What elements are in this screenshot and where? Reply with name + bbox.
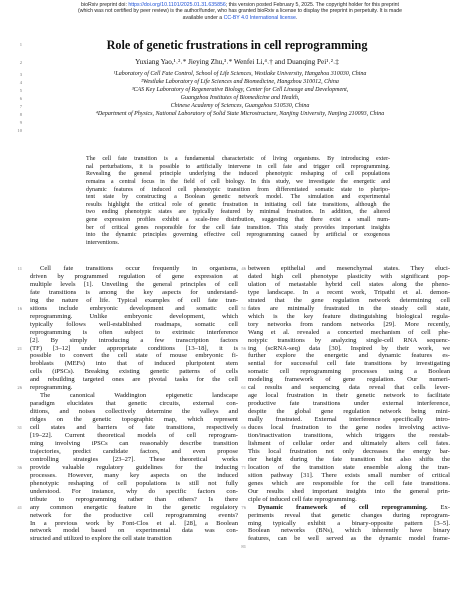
- body-line: phenotypic reshaping of cell populations is still not fully: [30, 479, 238, 487]
- line-number: 56: [241, 345, 246, 351]
- body-line: ing the nature of life. Typical examples of cell fate tran-: [30, 296, 238, 304]
- abstract: [86, 156, 390, 248]
- body-line: ciple of induced cell fate reprogramming.: [248, 495, 357, 503]
- body-line: ridges on the genetic topographic map, which represent: [30, 416, 238, 424]
- line-number: 26: [17, 385, 22, 391]
- biorxiv-banner: [30, 2, 450, 21]
- line-number: 4: [19, 80, 22, 85]
- line-number: 6: [19, 96, 22, 101]
- body-line: tribute to reprogramming rather than others? Is there: [30, 495, 238, 503]
- body-line: notypic transitions by analyzing single-cell RNA sequenc-: [248, 336, 450, 344]
- body-line: structed and utilized to explore the cell state transition: [30, 535, 172, 543]
- body-line: duces local frustration to the gene nodes involving activa-: [248, 424, 450, 432]
- body-line: network model based on experimental data was con-: [30, 527, 238, 535]
- body-line: fate transitions is among the key aspects for understand-: [30, 288, 238, 296]
- body-line: provide valuable regulatory guidelines for the inducing: [30, 463, 238, 471]
- banner-text: available under a: [182, 14, 223, 21]
- body-line: somatic cell reprogramming processes using a Boolean: [248, 368, 450, 376]
- abstract-line: dynamic features of induced cell phenotypic transition from differentiated somatic state to pluripo-: [86, 186, 390, 193]
- abstract-line: Revealing the general principle underlying the induced phenotypic reshaping of cell populations: [86, 171, 390, 178]
- body-line: ming involving iPSCs can reasonably describe transition: [30, 439, 238, 447]
- line-number: 3: [19, 72, 22, 77]
- body-line: sition pathway [31]. There exists small number of critical: [248, 471, 450, 479]
- body-line: dated high cell phenotype plasticity with significant pop-: [248, 272, 450, 280]
- body-line: trajectories, predict candidate factors, and even propose: [30, 447, 238, 455]
- line-number: 76: [241, 504, 246, 510]
- body-line: reprogramming. Unlike embryonic development, which: [30, 312, 238, 320]
- line-number: 46: [241, 266, 246, 271]
- line-number: 9: [19, 120, 22, 125]
- banner-text: .: [295, 14, 298, 21]
- body-line: reprogramming.: [30, 384, 73, 392]
- abstract-line: two ending phenotypic states are typically featured by minimal frustration. In addition, the altered: [86, 209, 390, 216]
- body-line: modeling framework of gene regulation. Our numeri-: [248, 376, 450, 384]
- body-line: sential for successful cell fate transitions by investigating: [248, 360, 450, 368]
- body-line: features, can be well served as the dynamic model frame-: [248, 535, 450, 543]
- affiliation-line: ⁴Department of Physics, National Laboratory of Solid State Microstructure, Nanjing University, Nanjing 210093, China: [95, 111, 385, 117]
- line-number: 5: [19, 88, 22, 93]
- affiliation-line: ³CAS Key Laboratory of Regenerative Biology, Center for Cell Lineage and Development,: [131, 87, 349, 93]
- line-number: 10: [17, 128, 22, 133]
- abstract-line: results highlight the critical role of genetic frustration in initiating cell fate transitions, although the: [86, 201, 390, 208]
- line-number: 8: [19, 112, 22, 117]
- body-line: [2]. By simply introducing a few transcription factors: [30, 336, 238, 344]
- body-line: periments reveal that genetic changes during reprogram-: [248, 511, 450, 519]
- doi-link[interactable]: https://doi.org/10.1101/2025.01.31.635856: [128, 2, 226, 8]
- body-line: network for the productive cell reprogramming events?: [30, 511, 238, 519]
- body-line: which is the key feature distinguishing biological regula-: [248, 312, 450, 320]
- body-line: multiple levels [1]. Unveiling the general principles of cell: [30, 280, 238, 288]
- body-line: genes which are responsible for the cell fate transitions.: [248, 479, 450, 487]
- abstract-line: remains a central focus in the field of cell biology. In this study, we investigate the energetic and: [86, 178, 390, 185]
- body-line: strated that the gene regulation network determining cell: [248, 296, 450, 304]
- author-list: Yuxiang Yao,¹˒²˒* Jieying Zhu,³˒* Wenfei Li,⁴˒† and Duanqing Pei¹˒²˒‡: [135, 58, 339, 66]
- body-line: broblasts (MEFs) into that of induced pluripotent stem: [30, 360, 238, 368]
- body-line: In a previous work by Font-Clos et al. [28], a Boolean: [30, 519, 238, 527]
- paper-title: Role of genetic frustrations in cell reprogramming: [106, 38, 368, 52]
- abstract-line: gene expression profiles exhibit a scale-free distribution, suggesting that there exist a small num-: [86, 217, 390, 223]
- body-line: ditions, and noises collectively determine the valleys and: [30, 408, 238, 416]
- body-line: This local frustration not only decreases the energy bar-: [248, 447, 450, 455]
- body-line: driven by programmed regulation of gene expression at: [30, 272, 238, 280]
- body-line: location of the transition state ensemble along the tran-: [248, 463, 450, 471]
- body-line: ulation of metastable hybrid cell states along the pheno-: [248, 280, 450, 288]
- body-left-column: [30, 265, 238, 543]
- banner-text: (which was not certified by peer review) is the author/funder, who has granted bioRxiv a license to display the preprint in perpetuity. It is made: [78, 8, 402, 15]
- abstract-line: nal perturbations, it is possible to artificially intervene in cell fate and trigger cell reprogramming.: [86, 163, 390, 170]
- body-line: despite the global gene regulation network being mini-: [248, 408, 450, 416]
- body-line: age local frustration in their genetic network to facilitate: [248, 392, 450, 400]
- body-right-column: [248, 265, 450, 543]
- body-line: ming typically exhibit a binary-opposite pattern [3–5].: [248, 519, 450, 527]
- body-line: processes. However, many key aspects on the induced: [30, 471, 238, 479]
- body-line: lishment of cellular order and ultimately alters cell fates.: [248, 439, 450, 447]
- line-number: 81: [241, 544, 246, 550]
- body-line: between epithelial and mesenchymal states. They eluci-: [248, 265, 450, 272]
- line-number: 41: [17, 504, 22, 510]
- line-number: 21: [17, 345, 22, 351]
- body-line: any common energetic feature in the genetic regulatory: [30, 503, 238, 511]
- banner-text: bioRxiv preprint doi:: [81, 2, 129, 8]
- line-number: 16: [17, 305, 22, 311]
- body-line: sitions include embryonic development and somatic cell: [30, 304, 238, 312]
- body-line: cal results and sequencing data reveal that cells lever-: [248, 384, 450, 392]
- line-number: 1: [19, 42, 22, 47]
- body-line: productive fate transitions under external interference,: [248, 400, 450, 408]
- line-number: 66: [241, 425, 246, 430]
- body-line: understood. For instance, why do specific factors con-: [30, 487, 238, 495]
- line-number: 61: [241, 385, 246, 391]
- line-number: 2: [19, 60, 22, 65]
- banner-text: ; this version posted February 5, 2025. The copyright holder for this preprint: [225, 2, 399, 8]
- body-line: Boolean networks (BNs), which inherently have binary: [248, 527, 450, 535]
- body-line: cells (iPSCs). Breaking existing genetic patterns of cells: [30, 368, 238, 376]
- line-number: 71: [241, 464, 246, 470]
- body-line: Wang et al. revealed a concerted mechanism of cell phe-: [248, 328, 450, 336]
- line-number: 51: [241, 305, 246, 311]
- line-number: 11: [17, 266, 22, 271]
- abstract-line: tent state by constructing a Boolean genetic network model. The simulation and experimental: [86, 194, 390, 201]
- body-line: controlling strategies [23–27]. These theoretical works: [30, 455, 238, 463]
- body-line: possible to convert the cell state of mouse embryonic fi-: [30, 352, 238, 360]
- body-line: cell states and barriers of fate transitions, respectively: [30, 424, 238, 432]
- license-link[interactable]: CC-BY 4.0 International license: [223, 14, 296, 21]
- affiliation-line: Guangzhou Institutes of Biomedicine and Health,: [180, 95, 300, 101]
- affiliation-line: Chinese Academy of Sciences, Guangzhou 510530, China: [170, 103, 310, 109]
- body-line: typically follows well-established roadmaps, somatic cell: [30, 320, 238, 328]
- body-line: (TF) [3–12] under appropriate conditions [13–18], it is: [30, 344, 238, 352]
- body-line: Cell fate transitions occur frequently in organisms,: [40, 265, 238, 272]
- body-line: tion/inactivation transitions, which triggers the reestab-: [248, 432, 450, 440]
- line-number: 31: [17, 425, 22, 430]
- body-line: ing (scRNA-seq) data [30]. Inspired by their work, we: [248, 344, 450, 352]
- body-line: paradigm elucidates that genetic circuits, external con-: [30, 400, 238, 408]
- line-number: 7: [19, 104, 22, 109]
- body-line: Our results shed important insights into the general prin-: [248, 487, 450, 495]
- abstract-line: interventions.: [86, 239, 120, 246]
- body-line: mally frustrated. External interference specifically intro-: [248, 416, 450, 424]
- section-heading-line: [248, 504, 450, 512]
- section-heading: Dynamic framework of cell reprogramming.: [258, 503, 428, 511]
- body-line: reprogramming is often subject to extrinsic interference: [30, 328, 238, 336]
- body-line: fates are minimally frustrated in the steady cell state,: [248, 304, 450, 312]
- affiliation-line: ¹Laboratory of Cell Fate Control, School of Life Sciences, Westlake University, Hangzhou 310030, China: [113, 71, 367, 77]
- body-text: Ex-: [427, 503, 450, 511]
- abstract-line: into the dynamic principles governing effective cell reprogramming caused by artificial or exogenous: [86, 232, 390, 239]
- body-line: The canonical Waddington epigenetic landscape: [40, 392, 238, 400]
- affiliation-line: ²Westlake Laboratory of Life Sciences and Biomedicine, Hangzhou 310012, China: [141, 79, 339, 85]
- body-line: and rebuilding targeted ones are pivotal tasks for the cell: [30, 376, 238, 384]
- body-line: [19–22]. Current theoretical models of cell reprogram-: [30, 432, 238, 440]
- body-line: further explore the energetic and dynamic features es-: [248, 352, 450, 360]
- abstract-line: ber of critical genes responsible for the cell fate transition. This study provides important insights: [86, 224, 390, 231]
- body-line: type landscape. In a recent work, Tripathi et al. demon-: [248, 288, 450, 296]
- body-line: rier height during the fate transition but also shifts the: [248, 455, 450, 463]
- abstract-line: The cell fate transition is a fundamental characteristic of living organisms. By introducing exter-: [86, 156, 390, 162]
- line-number: 36: [17, 464, 22, 470]
- body-line: tory networks from random networks [29]. More recently,: [248, 320, 450, 328]
